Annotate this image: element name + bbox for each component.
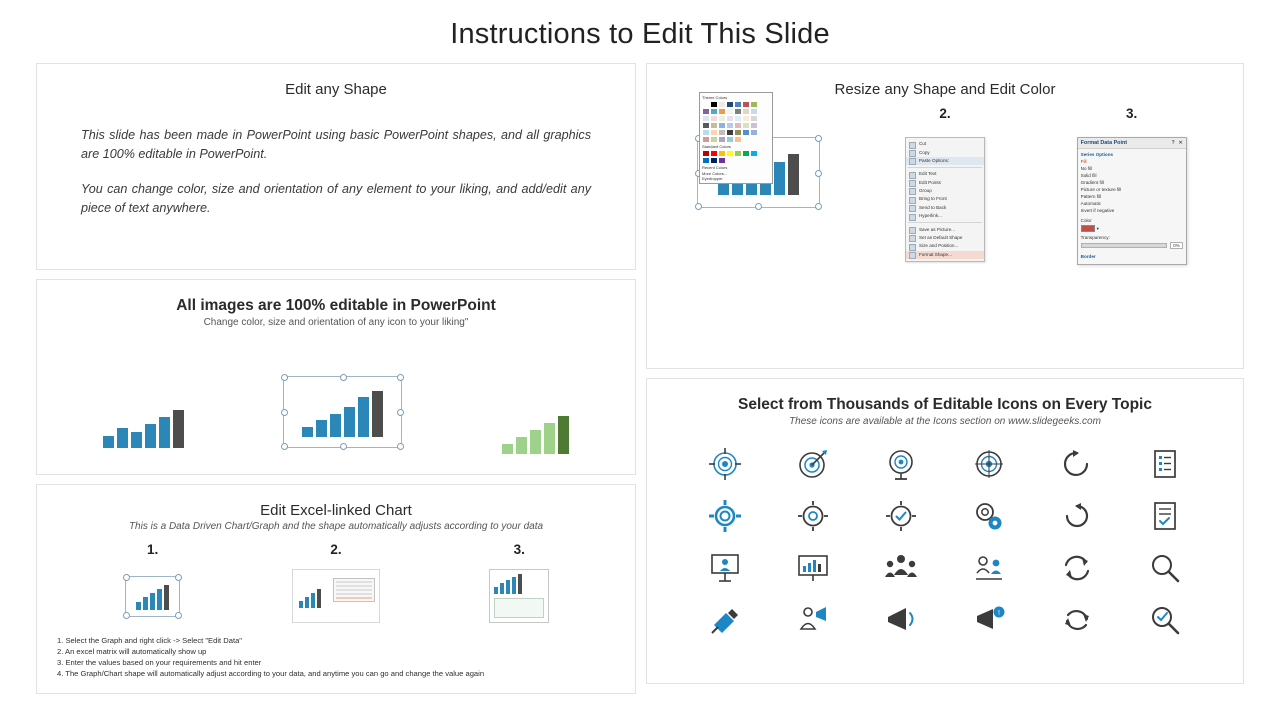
menu-separator [908,222,982,223]
resize-handle[interactable] [281,374,288,381]
person-megaphone-icon[interactable] [792,599,834,641]
icons-grid [647,427,1243,641]
megaphone-up-icon[interactable] [704,599,746,641]
dialog-item-automatic[interactable]: Automatic [1080,201,1102,206]
excel-step-2 [261,542,411,629]
excel-note-4: 4. The Graph/Chart shape will automatically adjust according to your data, and anytime you can go and change the value again [57,669,485,678]
bar-highlight [317,589,321,608]
menu-item-hyperlink[interactable] [906,212,984,220]
bar [311,593,315,608]
bar-highlight [173,410,184,448]
panel-resize-title: Resize any Shape and Edit Color [834,81,1056,98]
bar-chart-mini [136,585,169,610]
bar [502,444,513,454]
presentation-board-icon[interactable] [792,547,834,589]
transparency-slider[interactable] [1081,243,1168,248]
bar [530,430,541,454]
more-colors-item[interactable]: More Colors... [702,171,728,176]
panel-images-editable [36,279,636,475]
resize-handle[interactable] [340,374,347,381]
menu-item-label: Edit Text [918,171,937,177]
bar [344,407,355,437]
panel-edit-any-shape [36,63,636,270]
gear-check-icon[interactable] [880,495,922,537]
menu-item-set-default-shape[interactable] [906,234,984,242]
target-crosshair-icon[interactable] [704,443,746,485]
menu-item-size-and-position[interactable] [906,242,984,250]
bar-highlight [558,416,569,454]
megaphone-alert-icon[interactable] [968,599,1010,641]
panel-excel-title: Edit Excel-linked Chart [260,502,412,519]
menu-item-label: Send to Back [918,204,947,210]
panel-icons-title: Select from Thousands of Editable Icons on Every Topic [738,396,1152,413]
dialog-item-gradient-fill[interactable]: Gradient fill [1080,180,1104,185]
excel-step-2-number: 2. [330,542,342,557]
excel-step-3-art [444,563,594,629]
bar [136,602,141,610]
bar [117,428,128,448]
menu-item-bring-to-front[interactable] [906,195,984,203]
left-column [36,63,636,694]
bar [330,414,341,437]
document-list-icon[interactable] [1144,443,1186,485]
menu-item-format-shape[interactable] [906,251,984,259]
panel-edit-shape-title: Edit any Shape [285,81,387,98]
menu-item-paste-options[interactable] [906,157,984,165]
excel-note-3: 3. Enter the values based on your requirements and hit enter [57,658,262,667]
bar [316,420,327,437]
color-picker-popover[interactable] [699,92,773,184]
panel-editable-icons [646,378,1244,684]
resize-handle[interactable] [281,443,288,450]
circular-arrow-icon[interactable] [1056,495,1098,537]
menu-item-label: Cut [918,141,927,147]
bar [159,417,170,448]
search-check-icon[interactable] [1144,599,1186,641]
bar-chart-selected[interactable] [283,376,402,448]
menu-item-edit-text[interactable] [906,170,984,178]
person-presentation-icon[interactable] [704,547,746,589]
bar-highlight [372,391,383,437]
panel-edit-excel-chart [36,484,636,694]
dialog-transparency-label: Transparency: [1080,235,1110,240]
menu-item-save-as-picture[interactable] [906,225,984,233]
menu-item-label: Copy [918,149,930,155]
theme-color-swatches[interactable] [702,101,764,143]
resize-handle[interactable] [397,443,404,450]
resize-handle[interactable] [815,170,822,177]
target-scope-icon[interactable] [968,443,1010,485]
dialog-item-invert-if-negative[interactable]: Invert if negative [1080,208,1115,213]
color-swatch-selected[interactable] [1081,225,1095,232]
context-menu-mini[interactable] [333,578,375,602]
dialog-item-solid-fill[interactable]: Solid fill [1080,173,1097,178]
target-trophy-icon[interactable] [880,443,922,485]
page-title: Instructions to Edit This Slide [450,18,830,50]
bar [718,184,729,195]
dialog-section-label: Series Options [1080,152,1114,157]
menu-item-label: Group [918,188,932,194]
hyperlink-icon [909,214,916,221]
menu-item-label: Format Shape... [918,251,952,257]
menu-item-copy[interactable] [906,148,984,156]
bar [103,436,114,448]
dialog-item-pattern-fill[interactable]: Pattern fill [1080,194,1102,199]
bar-chart-green [502,416,569,454]
right-column [646,63,1244,694]
bar-chart-mini [494,574,522,594]
sync-arrows-icon[interactable] [1056,547,1098,589]
close-icon[interactable]: ✕ [1178,140,1183,146]
resize-step-2-number: 2. [939,106,951,121]
excel-step-2-art [261,563,411,629]
bar [131,432,142,448]
bar [358,397,369,437]
bar [544,423,555,454]
bar-highlight [164,585,169,610]
bar [516,437,527,454]
resize-handle[interactable] [755,203,762,210]
panel-excel-subtitle: This is a Data Driven Chart/Graph and the shape automatically adjusts according to your data [128,521,544,532]
chart-selection-box[interactable] [125,576,180,617]
resize-handle[interactable] [340,443,347,450]
dialog-title-bar [1078,138,1186,149]
bar [506,580,510,594]
dialog-color-label: Color [1080,218,1092,223]
panel-edit-shape-paragraph-2: You can change color, size and orientation of any element to your liking, and add/edit any piece of text anywhere. [81,182,591,215]
excel-step-1-art [78,563,228,629]
theme-colors-label: Theme Colors [702,95,728,100]
group-people-icon[interactable] [880,547,922,589]
bar-chart-selected-bars [302,391,383,437]
bar [302,427,313,437]
context-menu[interactable] [905,137,985,262]
menu-item-label: Size and Position... [918,243,959,249]
resize-handle[interactable] [815,135,822,142]
excel-step-3 [444,542,594,629]
menu-item-label: Set as Default Shape [918,234,963,240]
bar [512,577,516,594]
resize-handle[interactable] [695,203,702,210]
bar [494,587,498,594]
menu-item-cut[interactable] [906,140,984,148]
panel-images-subtitle: Change color, size and orientation of any icon to your liking" [203,317,469,328]
resize-handle[interactable] [175,574,182,581]
menu-item-send-to-back[interactable] [906,204,984,212]
bar [299,601,303,608]
color-dropdown-arrow[interactable]: ▾ [1096,225,1099,231]
dialog-item-no-fill[interactable]: No fill [1080,166,1093,171]
menu-item-edit-points[interactable] [906,179,984,187]
bar-highlight [518,574,522,594]
menu-item-group[interactable] [906,187,984,195]
panel-resize-shape [646,63,1244,369]
bar [305,597,309,608]
resize-handle[interactable] [281,409,288,416]
panel-resize-steps [647,95,1243,265]
bar [143,597,148,610]
resize-handle[interactable] [815,203,822,210]
menu-item-label: Save as Picture... [918,226,955,232]
megaphone-left-icon[interactable] [880,599,922,641]
resize-handle[interactable] [123,574,130,581]
resize-step-2 [857,106,1032,262]
bar [774,162,785,195]
panel-excel-steps [37,532,635,629]
panel-excel-notes [37,629,635,679]
recent-colors-label: Recent Colors [702,165,728,170]
menu-item-label: Paste Options: [918,157,950,163]
bar [145,424,156,448]
bar-highlight [788,154,799,195]
double-gear-icon[interactable] [968,495,1010,537]
bar [157,589,162,610]
excel-step-3-number: 3. [513,542,525,557]
help-icon[interactable]: ? [1171,140,1175,146]
gear-outline-icon[interactable] [792,495,834,537]
menu-item-label: Bring to Front [918,196,947,202]
excel-note-1: 1. Select the Graph and right click -> Select "Edit Data" [57,636,242,645]
eyedropper-item[interactable]: Eyedropper [702,176,723,181]
standard-color-swatches[interactable] [702,150,764,164]
magnifier-icon[interactable] [1144,547,1186,589]
format-shape-icon [909,252,916,259]
menu-item-label: Hyperlink... [918,213,942,219]
resize-handle[interactable] [397,409,404,416]
target-arrow-icon[interactable] [792,443,834,485]
dialog-title: Format Data Point [1080,140,1128,146]
excel-note-2: 2. An excel matrix will automatically show up [57,647,207,656]
panel-images-artwork-row [37,328,635,448]
dialog-body [1078,149,1186,264]
dialog-item-border[interactable]: Border [1080,254,1096,259]
resize-handle[interactable] [397,374,404,381]
excel-sheet-thumb[interactable] [489,569,549,623]
menu-item-label: Edit Points [918,179,941,185]
document-check-icon[interactable] [1144,495,1186,537]
bar [500,583,504,594]
menu-separator [908,167,982,168]
slide-columns [0,51,1280,694]
paste-icon [909,158,916,165]
bar-chart-plain [103,410,184,448]
recycle-arrows-icon[interactable] [1056,599,1098,641]
gear-solid-icon[interactable] [704,495,746,537]
resize-handle[interactable] [123,612,130,619]
resize-handle[interactable] [175,612,182,619]
chart-with-menu [292,569,380,623]
dialog-item-picture-fill[interactable]: Picture or texture fill [1080,187,1122,192]
excel-step-1-number: 1. [147,542,159,557]
transparency-value[interactable]: 0% [1170,242,1182,249]
refresh-arrow-icon[interactable] [1056,443,1098,485]
standard-colors-label: Standard Colors [702,144,731,149]
panel-edit-shape-paragraph-1: This slide has been made in PowerPoint using basic PowerPoint shapes, and all graphics are 100% editable in PowerPoint. [81,128,591,161]
bar-chart-mini [299,589,321,608]
excel-step-1 [78,542,228,629]
team-users-icon[interactable] [968,547,1010,589]
svg-text:!: ! [998,610,1000,617]
dialog-item-fill[interactable]: Fill [1080,159,1087,164]
bar [150,593,155,610]
resize-step-3-number: 3. [1126,106,1138,121]
panel-images-title: All images are 100% editable in PowerPoint [176,297,496,314]
panel-icons-subtitle: These icons are available at the Icons section on www.slidegeeks.com [789,416,1101,427]
